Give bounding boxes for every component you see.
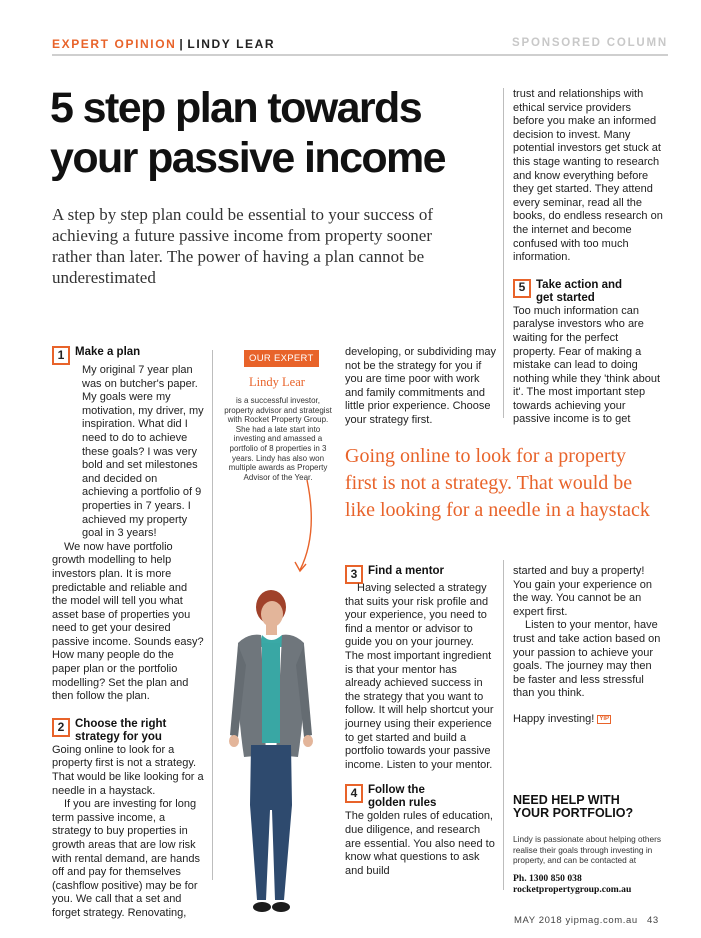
help-website[interactable]: rocketpropertygroup.com.au — [513, 884, 632, 895]
our-expert-badge: OUR EXPERT — [244, 350, 319, 367]
column-divider-3 — [503, 560, 504, 890]
step-2-heading — [52, 718, 204, 744]
step-4-para-1: The golden rules of education, due diligence, and research are essential. You also need to know what questions to ask and build — [345, 810, 495, 877]
step-5-number: 5 — [513, 279, 531, 298]
step-5-heading — [513, 279, 663, 305]
sign-off-text: Happy investing! — [513, 712, 595, 725]
column-divider-1 — [212, 350, 213, 880]
help-box-title: NEED HELP WITH YOUR PORTFOLIO? — [513, 793, 634, 820]
curved-arrow-icon — [285, 478, 325, 578]
column-2-bottom — [345, 565, 495, 878]
step-1-para-2: We now have portfolio growth modelling to help investors plan. It is more predictable and reliable and the model will tell you what asset base of properties you need to get your desired passive income. Sounds easy? How many people do the paper plan or the portfolio modelling? Set the plan and then follow the plan. — [52, 540, 204, 703]
column-3-top — [513, 88, 663, 427]
author-label: LINDY LEAR — [187, 37, 276, 51]
step-4-heading — [345, 784, 495, 810]
step-1-number: 1 — [52, 346, 70, 365]
step-2-para-1: Going online to look for a property first is not a strategy. That would be like looking for a needle in a haystack. — [52, 743, 204, 797]
step-2-title: Choose the right strategy for you — [75, 717, 167, 743]
expert-photo — [226, 585, 316, 925]
expert-name: Lindy Lear — [249, 375, 305, 389]
step-3-para-1: Having selected a strategy that suits your risk profile and your experience, you need to find a mentor or advisor to guide you on your journey. The most important ingredient is that your mentor has already achieved success in the strategy that you want to follow. It will help shortcut your journey using their experience to get started and build a portfolio towards your passive income. Listen to your mentor. — [345, 582, 494, 771]
step-1-title: Make a plan — [75, 346, 141, 358]
title-line-2: your passive income — [50, 134, 446, 182]
step-4-number: 4 — [345, 784, 363, 803]
step-5-title: Take action and get started — [536, 278, 623, 304]
step-5-para-2: started and buy a property! You gain your experience on the way. You cannot be an expert first. — [513, 565, 653, 618]
column-2-top — [345, 346, 497, 428]
article-title — [50, 83, 490, 183]
expert-bio: is a successful investor, property advisor and strategist with Rocket Property Group. She had a late start into investing and amassed a portfolio of 8 properties in 3 years. Lindy has also won multiple awards as Property Advisor of the Year. — [224, 396, 332, 482]
column-divider-2 — [503, 88, 504, 418]
column-1 — [52, 346, 204, 921]
help-box-text: Lindy is passionate about helping others realise their goals through investing in property, and can be contacted at — [513, 834, 662, 865]
header-separator: | — [179, 37, 185, 51]
step-5-para-1: Too much information can paralyse investors who are waiting for the perfect property. Fear of making a mistake can lead to doing nothing while they 'think about it'. The most important step towards achieving your passive income is to get — [513, 304, 661, 426]
step-2-para-3: developing, or subdividing may not be the strategy for you if you are time poor with work and family commitments and little prior experience. Choose your strategy first. — [345, 346, 497, 426]
standfirst: A step by step plan could be essential to your success of achieving a future passive income from property sooner rather than later. The power of having a plan cannot be underestimated — [52, 205, 434, 287]
footer-text: MAY 2018 yipmag.com.au — [514, 915, 638, 926]
sponsored-label: SPONSORED COLUMN — [512, 37, 668, 49]
pull-quote: Going online to look for a property first is not a strategy. That would be like looking for a needle in a haystack — [345, 445, 650, 521]
help-box-contact — [513, 873, 673, 895]
title-line-1: 5 step plan towards — [50, 84, 422, 132]
step-1-para-1: My original 7 year plan was on butcher's paper. My goals were my motivation, my driver, my inspiration. What did I need to do to achieve these goals? I was very bold and set milestones and decided on achieving a portfolio of 9 properties in 7 years. I achieved my property goal in 3 years! — [82, 364, 204, 540]
section-label: EXPERT OPINION — [52, 37, 177, 51]
page-number: 43 — [647, 915, 659, 926]
step-2-number: 2 — [52, 718, 70, 737]
step-4-para-2: trust and relationships with ethical service providers before you make an informed decision to invest. Many potential investors get stuck at this stage wanting to research and know everything before they get started. They attend every seminar, read all the books, do endless research on the internet and become confused with too much information. — [513, 88, 663, 264]
help-phone: Ph. 1300 850 038 — [513, 873, 582, 884]
section-header — [52, 37, 275, 51]
sign-off — [513, 713, 663, 727]
step-3-title: Find a mentor — [368, 565, 445, 577]
page-footer — [514, 915, 659, 926]
step-4-title: Follow the golden rules — [368, 784, 437, 810]
header-rule — [52, 54, 668, 56]
step-5-para-3: Listen to your mentor, have trust and take action based on your passion to achieve your goals. The journey may then be faster and less stressful than you think. — [513, 619, 661, 700]
step-2-para-2: If you are investing for long term passive income, a strategy to buy properties in growth areas that are low risk with rental demand, are hands off and pay for themselves (cashflow positive) may be for you. We call that a set and forget strategy. Renovating, — [52, 798, 200, 919]
step-3-number: 3 — [345, 565, 363, 584]
yip-end-badge: YIP — [599, 715, 610, 722]
column-3-bottom — [513, 565, 663, 727]
step-1-heading — [52, 346, 204, 365]
